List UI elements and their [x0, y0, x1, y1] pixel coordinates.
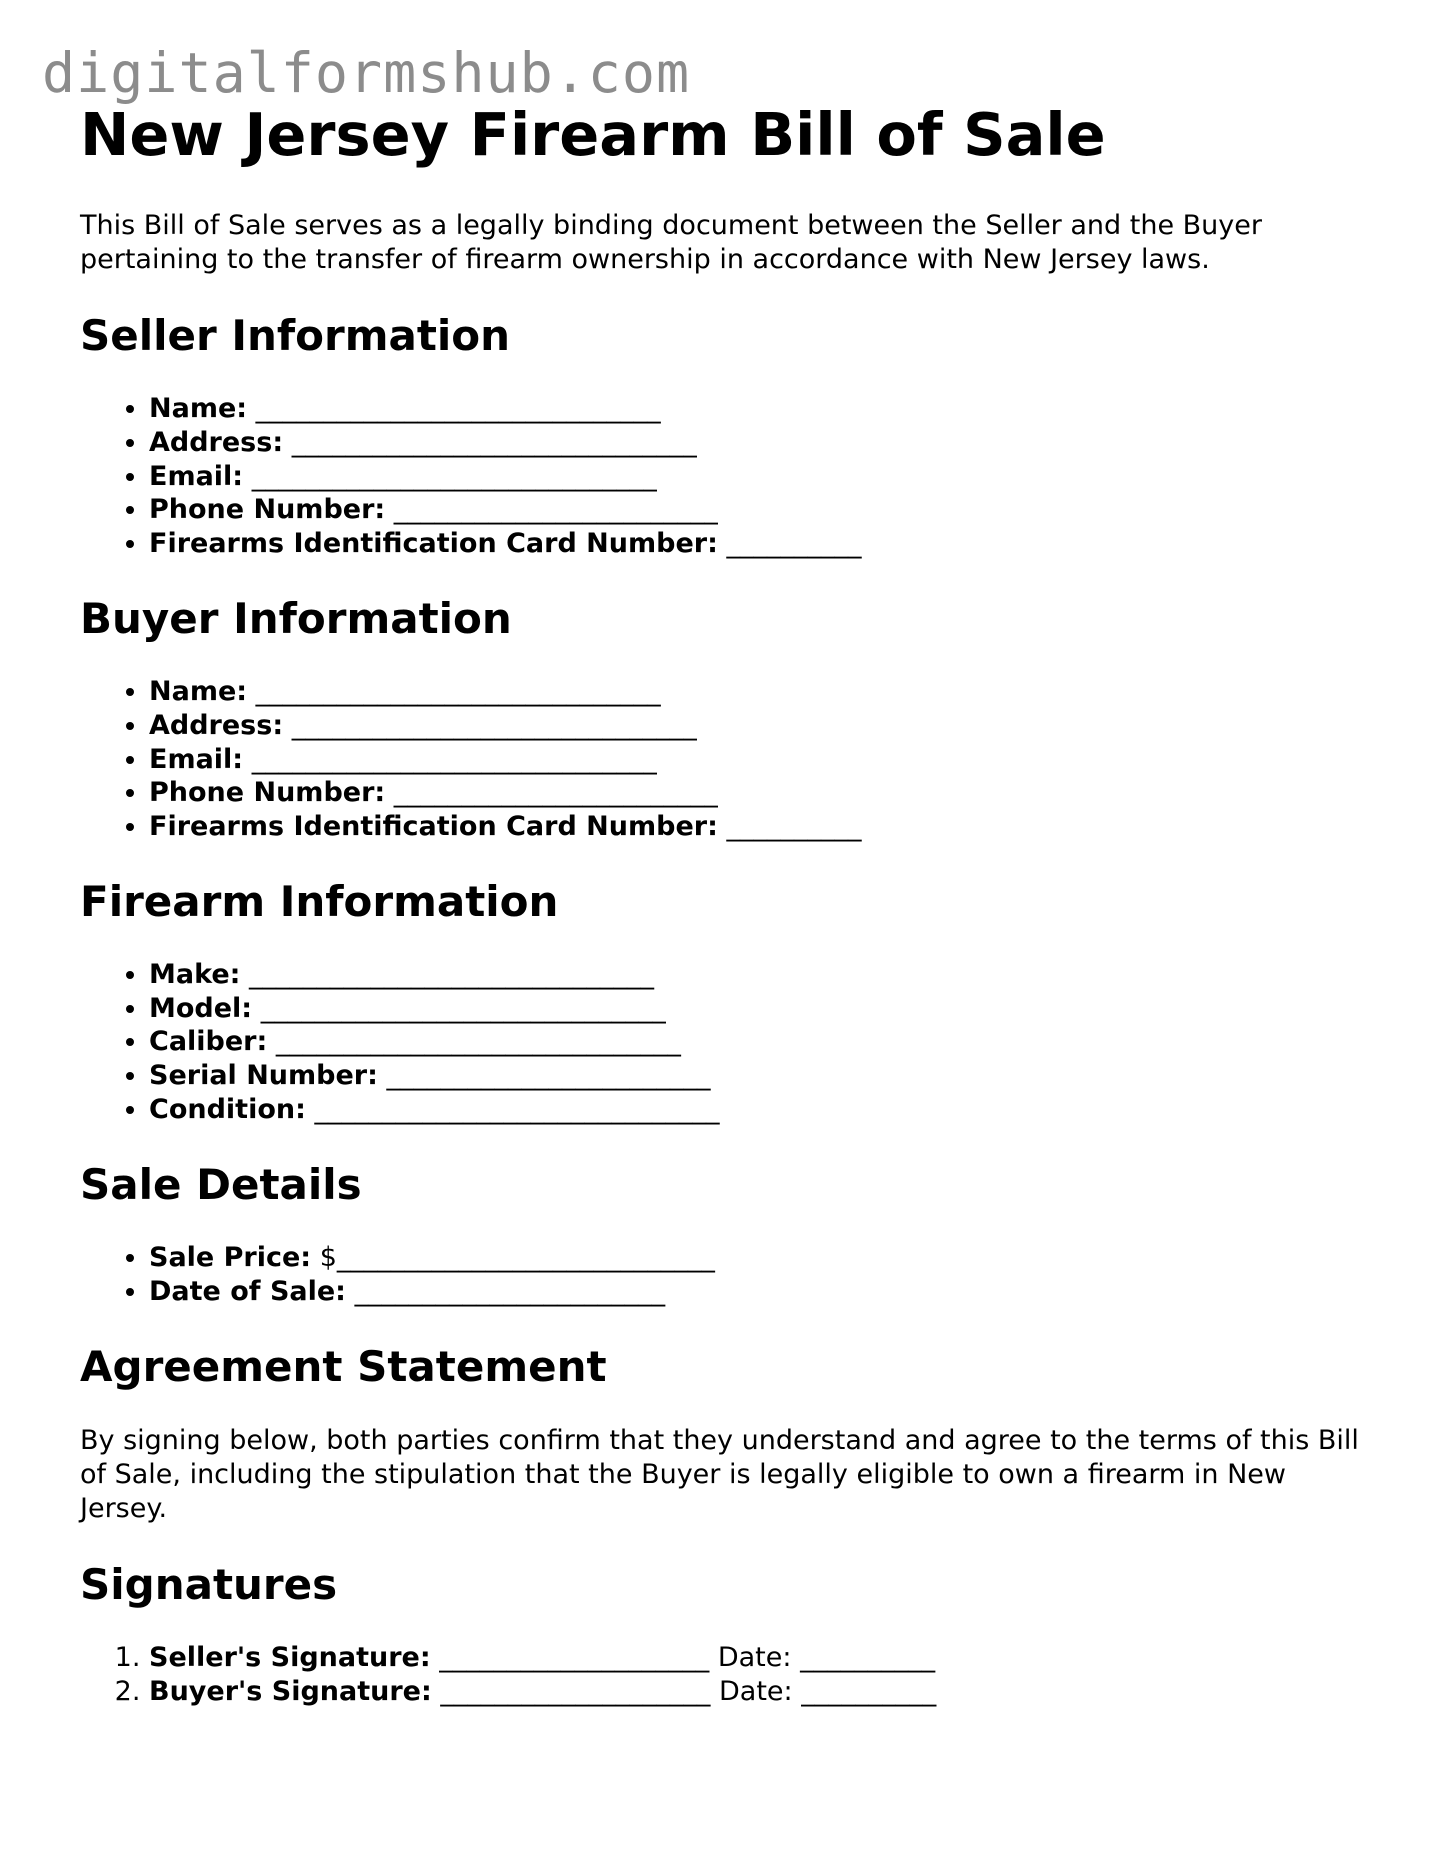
field-label: Date of Sale:	[149, 1275, 346, 1307]
seller-heading: Seller Information	[80, 310, 511, 360]
buyer-signature-line[interactable]	[149, 1675, 1380, 1709]
field-blank[interactable]: ____________________	[440, 1675, 711, 1707]
sale-price-field[interactable]	[149, 1241, 1380, 1275]
firearm-field-list	[80, 958, 1380, 1127]
seller-address-field[interactable]	[149, 426, 1380, 460]
seller-email-field[interactable]	[149, 460, 1380, 494]
field-label: Firearms Identification Card Number:	[149, 528, 718, 559]
seller-fid-field[interactable]	[149, 527, 1380, 561]
field-label: Condition:	[149, 1093, 306, 1125]
page-title: New Jersey Firearm Bill of Sale	[80, 100, 1106, 169]
field-label: Email:	[149, 743, 244, 775]
buyer-field-list	[80, 675, 1380, 844]
field-blank[interactable]: ______________________________	[255, 676, 661, 708]
intro-paragraph: This Bill of Sale serves as a legally binding document between the Seller and the Buyer pertaining to the transfer of firearm ownership in accordance with New Jersey laws.	[80, 209, 1262, 275]
field-blank[interactable]: ______________________________	[275, 1026, 681, 1058]
buyer-fid-field[interactable]	[149, 810, 1380, 844]
field-blank[interactable]: ________________________	[386, 1060, 711, 1092]
field-label: Firearms Identification Card Number:	[149, 810, 718, 842]
field-blank[interactable]: ______________________________	[291, 709, 697, 741]
seller-name-field[interactable]	[149, 392, 1380, 426]
sale-field-list	[80, 1241, 1380, 1308]
date-blank[interactable]: __________	[800, 1642, 936, 1674]
field-blank[interactable]: ______________________________	[260, 992, 666, 1024]
firearm-make-field[interactable]	[149, 958, 1380, 992]
field-blank[interactable]: __________	[726, 810, 862, 842]
field-blank[interactable]: __________	[726, 528, 862, 559]
field-label: Name:	[149, 676, 248, 708]
buyer-address-field[interactable]	[149, 709, 1380, 743]
field-blank[interactable]: ______________________________	[314, 1093, 720, 1125]
sale-heading: Sale Details	[80, 1159, 362, 1209]
date-blank[interactable]: __________	[801, 1675, 937, 1707]
buyer-heading: Buyer Information	[80, 593, 512, 643]
field-blank[interactable]: ________________________	[393, 494, 718, 526]
watermark: digitalformshub.com	[42, 41, 691, 105]
field-label: Sale Price:	[149, 1241, 312, 1273]
field-label: Serial Number:	[149, 1060, 378, 1092]
signatures-heading: Signatures	[80, 1559, 338, 1609]
agreement-paragraph: By signing below, both parties confirm that they understand and agree to the terms of this Bill of Sale, including the stipulation that the Buyer is legally eligible to own a firearm in New Jersey.	[80, 1424, 1359, 1524]
field-blank[interactable]: ____________________	[439, 1642, 710, 1674]
seller-signature-line[interactable]	[149, 1641, 1380, 1675]
field-label: Phone Number:	[149, 494, 386, 526]
field-label: Caliber:	[149, 1026, 268, 1058]
seller-phone-field[interactable]	[149, 493, 1380, 527]
field-label: Make:	[149, 959, 241, 990]
document	[80, 100, 1380, 1709]
field-label: Phone Number:	[149, 777, 386, 809]
field-blank[interactable]: ________________________	[393, 777, 718, 809]
buyer-name-field[interactable]	[149, 675, 1380, 709]
field-label: Address:	[149, 709, 284, 741]
field-label: Buyer's Signature:	[149, 1675, 432, 1707]
seller-field-list	[80, 392, 1380, 561]
buyer-phone-field[interactable]	[149, 776, 1380, 810]
field-label: Seller's Signature:	[149, 1642, 431, 1674]
firearm-model-field[interactable]	[149, 992, 1380, 1026]
signature-list	[80, 1641, 1380, 1708]
firearm-serial-field[interactable]	[149, 1059, 1380, 1093]
field-blank[interactable]: ______________________________	[251, 743, 657, 775]
sale-date-field[interactable]	[149, 1275, 1380, 1309]
field-blank[interactable]: ______________________________	[249, 959, 655, 990]
field-label: Address:	[149, 426, 284, 458]
buyer-email-field[interactable]	[149, 743, 1380, 777]
field-blank[interactable]: $____________________________	[319, 1241, 715, 1273]
field-label: Model:	[149, 992, 253, 1024]
field-label: Email:	[149, 460, 244, 492]
field-blank[interactable]: ______________________________	[251, 460, 657, 492]
field-blank[interactable]: ______________________________	[291, 426, 697, 458]
field-blank[interactable]: ______________________________	[255, 393, 661, 425]
agreement-heading: Agreement Statement	[80, 1342, 607, 1392]
date-label: Date:	[717, 1642, 792, 1674]
date-label: Date:	[718, 1675, 793, 1707]
field-label: Name:	[149, 393, 248, 425]
firearm-heading: Firearm Information	[80, 876, 559, 926]
firearm-condition-field[interactable]	[149, 1093, 1380, 1127]
firearm-caliber-field[interactable]	[149, 1025, 1380, 1059]
field-blank[interactable]: _______________________	[354, 1275, 666, 1307]
